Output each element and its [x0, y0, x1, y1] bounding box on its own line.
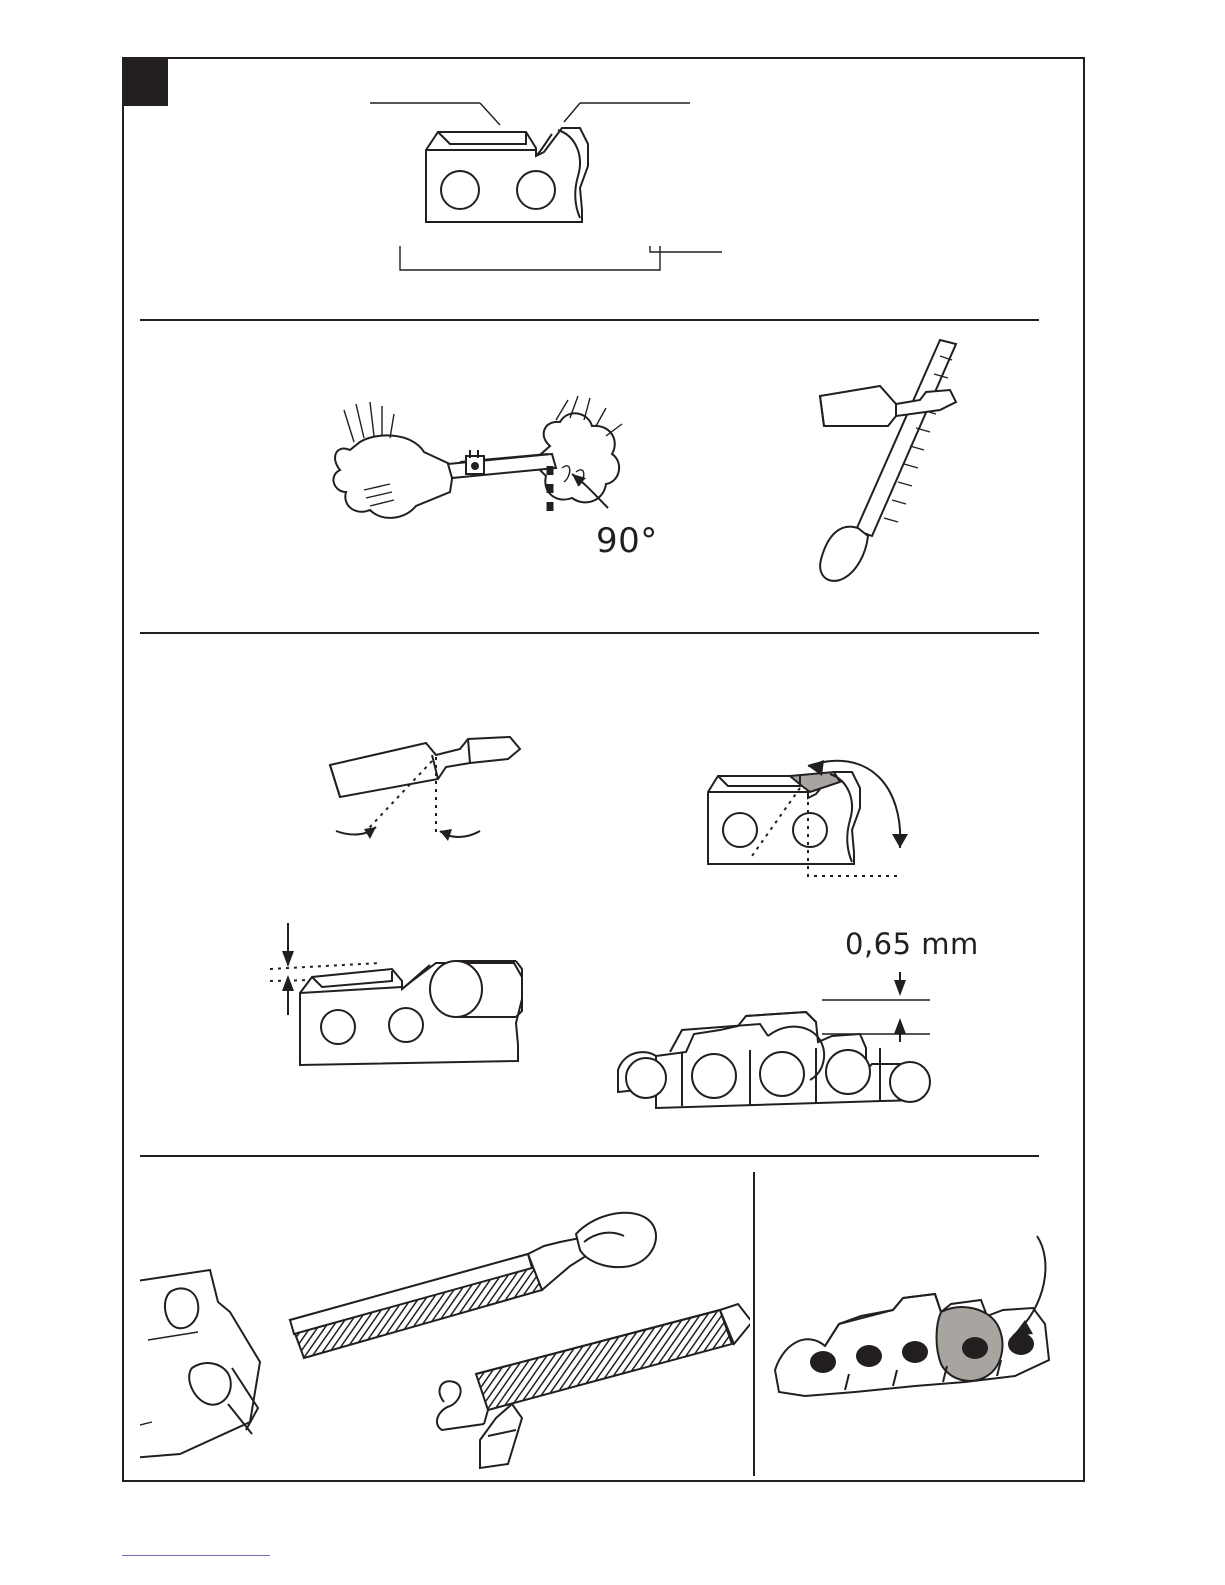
flat-file-photo-illustration — [140, 1172, 750, 1476]
flat-file-with-handle — [290, 1213, 656, 1358]
cutter-tooth-with-gray-top — [708, 772, 860, 864]
angle-label: 90° — [596, 521, 658, 561]
round-file — [820, 340, 956, 581]
chain-segment-illustration — [765, 1220, 1055, 1450]
section-divider-3 — [140, 1155, 1039, 1157]
upper-reference-line — [270, 963, 380, 969]
file-holder — [448, 450, 556, 478]
depth-gauge-height-diagram — [260, 915, 550, 1105]
cutter-tooth-side — [820, 386, 956, 426]
section-divider-vertical — [753, 1172, 755, 1476]
section-marker-block — [124, 59, 168, 106]
section-divider-1 — [140, 319, 1039, 321]
cutter-tooth-body — [426, 128, 588, 222]
cutter-tooth-rounded — [300, 961, 522, 1065]
depth-measurement-label: 0,65 mm — [845, 927, 979, 961]
tooth-filing-angle-diagram — [320, 725, 580, 865]
guide-bar — [140, 1270, 260, 1458]
left-hand-glove — [333, 402, 454, 518]
hands-filing-illustration — [320, 380, 720, 580]
flat-file-second — [476, 1304, 750, 1410]
right-hand-glove — [532, 396, 622, 502]
chain-cross-section — [618, 1012, 930, 1108]
section-divider-2 — [140, 632, 1039, 634]
depth-dimension-arrows — [894, 972, 906, 1042]
footer-rule — [122, 1555, 270, 1556]
tooth-depth-gauge-arc — [690, 730, 940, 890]
round-file-illustration — [800, 330, 1020, 590]
chain-body — [775, 1294, 1049, 1396]
chain-depth-measure-diagram — [610, 960, 940, 1140]
cutter-tooth-diagram — [330, 70, 780, 300]
